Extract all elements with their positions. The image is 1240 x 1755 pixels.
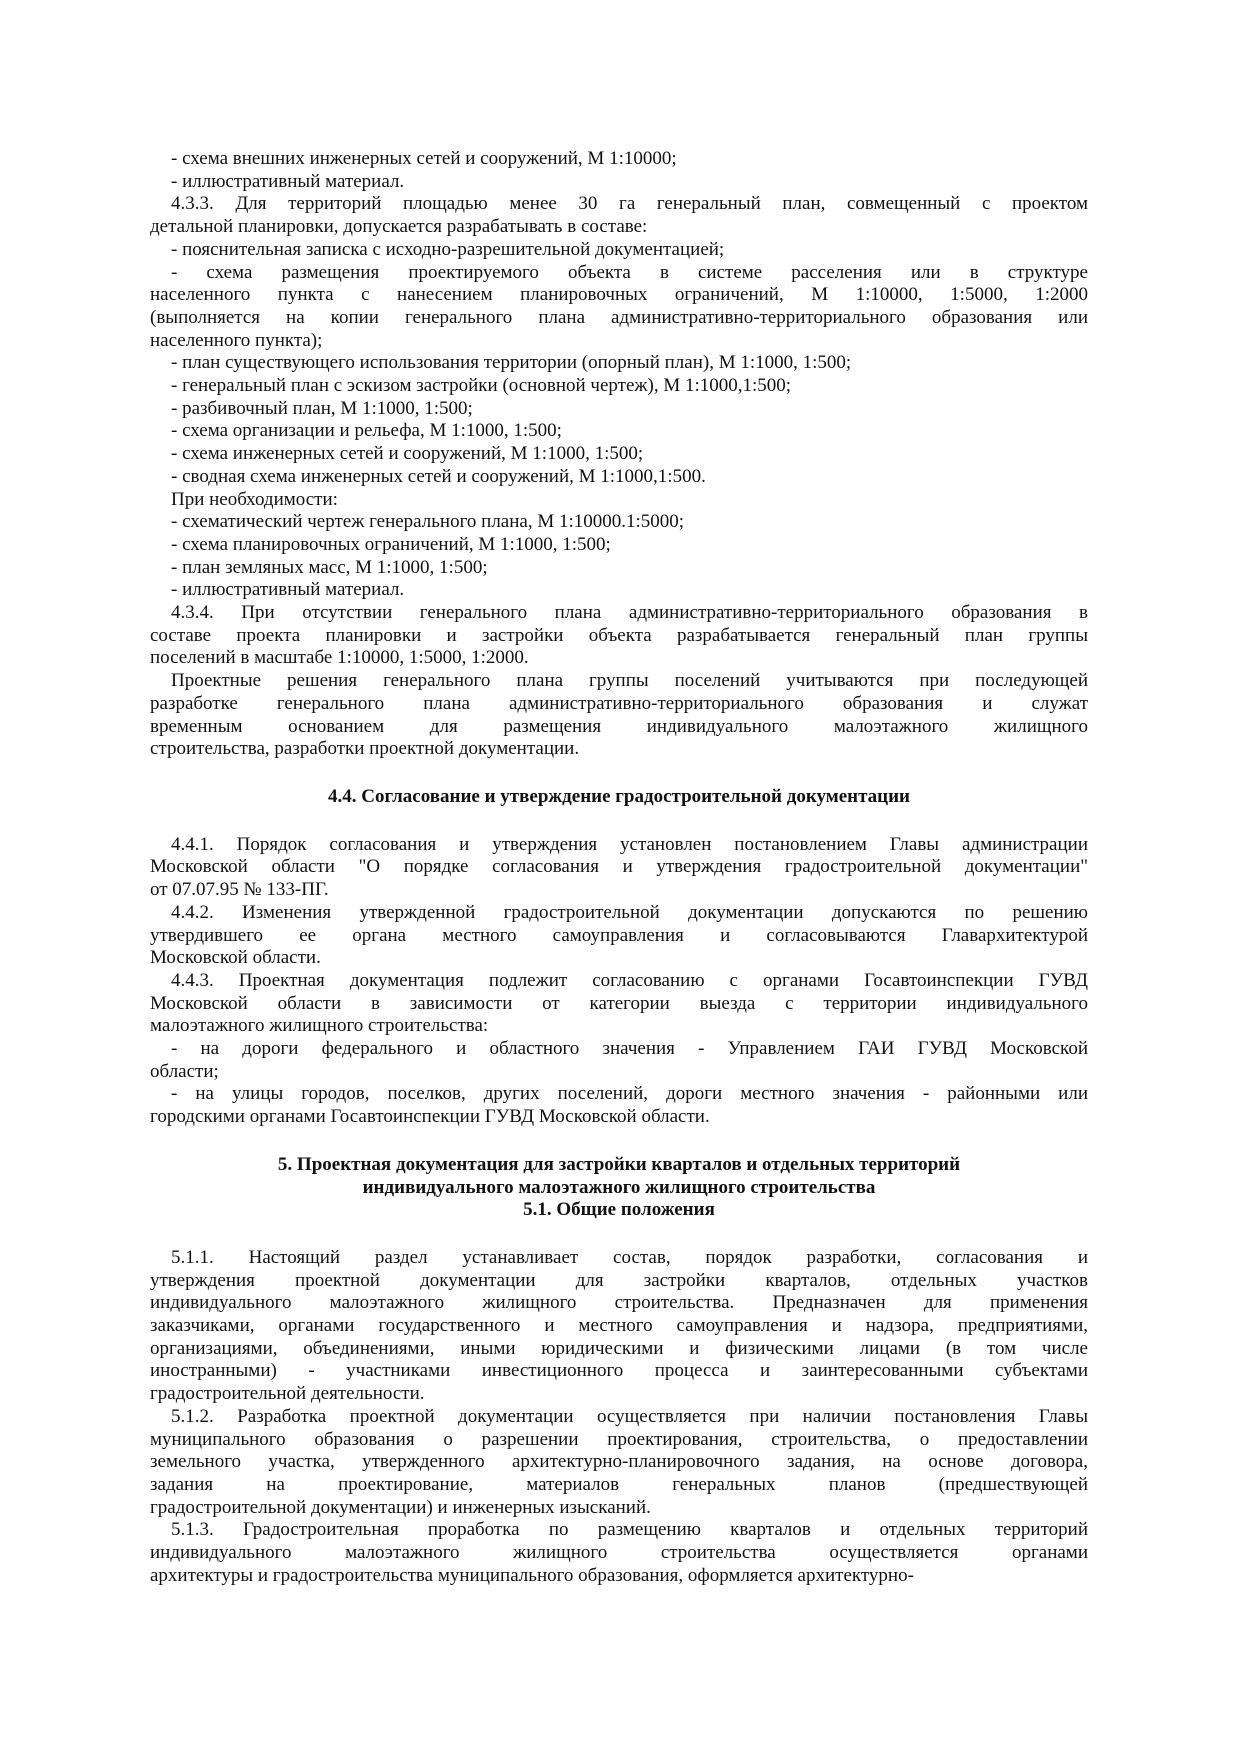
text-line: - схема организации и рельефа, М 1:1000, 1:500; xyxy=(171,420,562,442)
paragraph xyxy=(150,1519,1088,1587)
text-line: разработке генерального плана административно-территориального образования и служат xyxy=(150,692,1088,714)
paragraph xyxy=(150,670,1088,761)
text-line: городскими органами Госавтоинспекции ГУВД Московской области. xyxy=(150,1106,710,1128)
text-line: индивидуального малоэтажного жилищного строительства xyxy=(362,1176,876,1198)
paragraph xyxy=(150,193,1088,238)
text-line: 4.4.1. Порядок согласования и утверждения установлен постановлением Главы администрации xyxy=(171,833,1088,855)
text-line: области; xyxy=(150,1060,219,1082)
text-line: - разбивочный план, М 1:1000, 1:500; xyxy=(171,397,473,419)
text-line: - схема планировочных ограничений, М 1:1000, 1:500; xyxy=(171,533,611,555)
text-line: населенного пункта с нанесением планировочных ограничений, М 1:10000, 1:5000, 1:2000 xyxy=(150,284,1088,306)
text-line: составе проекта планировки и застройки объекта разрабатывается генеральный план группы xyxy=(150,624,1088,646)
text-line: 4.3.3. Для территорий площадью менее 30 га генеральный план, совмещенный с проектом xyxy=(171,193,1088,215)
text-line: - схема внешних инженерных сетей и сооружений, М 1:10000; xyxy=(171,148,677,169)
list-item xyxy=(150,262,1088,353)
list-item xyxy=(150,579,1088,602)
text-line: - схема размещения проектируемого объекта в системе расселения или в структуре xyxy=(171,261,1088,283)
paragraph xyxy=(150,902,1088,970)
text-line: временным основанием для размещения индивидуального малоэтажного жилищного xyxy=(150,715,1088,737)
text-line: 4.4. Согласование и утверждение градостроительной документации xyxy=(328,785,910,807)
paragraph xyxy=(150,602,1088,670)
text-line: Московской области "О порядке согласования и утверждения градостроительной документации" xyxy=(150,856,1088,878)
text-line: 5.1. Общие положения xyxy=(523,1199,715,1221)
text-line: 4.3.4. При отсутствии генерального плана административно-территориального образования в xyxy=(171,602,1088,624)
paragraph xyxy=(150,1247,1088,1406)
text-line: 4.4.2. Изменения утвержденной градостроительной документации допускаются по решению xyxy=(171,901,1088,923)
list-item xyxy=(150,239,1088,262)
text-line: Московской области. xyxy=(150,947,321,969)
paragraph xyxy=(150,1406,1088,1520)
text-line: иностранными) - участниками инвестиционного процесса и заинтересованными субъектами xyxy=(150,1360,1088,1382)
list-item xyxy=(150,420,1088,443)
text-line: - на улицы городов, поселков, других поселений, дороги местного значения - районными или xyxy=(171,1083,1088,1105)
text-line: индивидуального малоэтажного жилищного строительства. Предназначен для применения xyxy=(150,1292,1088,1314)
text-line: - план земляных масс, М 1:1000, 1:500; xyxy=(171,556,488,578)
text-line: детальной планировки, допускается разрабатывать в составе: xyxy=(150,216,648,238)
text-line: - иллюстративный материал. xyxy=(171,579,405,601)
list-item xyxy=(150,511,1088,534)
text-line: архитектуры и градостроительства муниципального образования, оформляется архитектурно- xyxy=(150,1564,914,1586)
list-item xyxy=(150,171,1088,194)
text-line: муниципального образования о разрешении проектирования, строительства, о предоставлении xyxy=(150,1428,1088,1450)
list-item xyxy=(150,534,1088,557)
section-heading-4-4 xyxy=(150,786,1088,809)
text-line: заказчиками, органами государственного и местного самоуправления и надзора, предприятиями, xyxy=(150,1315,1088,1337)
text-line: Проектные решения генерального плана группы поселений учитываются при последующей xyxy=(171,670,1088,692)
list-item xyxy=(150,375,1088,398)
list-item xyxy=(150,148,1088,171)
text-line: утвердившего ее органа местного самоуправления и согласовываются Главархитектурой xyxy=(150,924,1088,946)
paragraph xyxy=(150,834,1088,902)
list-item xyxy=(150,557,1088,580)
text-line: - генеральный план с эскизом застройки (основной чертеж), М 1:1000,1:500; xyxy=(171,375,792,397)
text-line: 5. Проектная документация для застройки кварталов и отдельных территорий xyxy=(277,1153,961,1175)
text-line: 4.4.3. Проектная документация подлежит согласованию с органами Госавтоинспекции ГУВД xyxy=(171,969,1088,991)
paragraph xyxy=(150,970,1088,1038)
text-line: - схема инженерных сетей и сооружений, М 1:1000, 1:500; xyxy=(171,443,644,465)
list-item xyxy=(150,466,1088,489)
list-item xyxy=(150,1083,1088,1128)
text-line: градостроительной документации) и инженерных изысканий. xyxy=(150,1496,651,1518)
text-line: поселений в масштабе 1:10000, 1:5000, 1:2000. xyxy=(150,647,529,669)
text-line: индивидуального малоэтажного жилищного строительства осуществляется органами xyxy=(150,1542,1088,1564)
text-line: - сводная схема инженерных сетей и сооружений, М 1:1000,1:500. xyxy=(171,465,706,487)
text-line: градостроительной деятельности. xyxy=(150,1383,425,1405)
text-line: от 07.07.95 № 133-ПГ. xyxy=(150,879,329,901)
text-line: Московской области в зависимости от категории выезда с территории индивидуального xyxy=(150,992,1088,1014)
text-line: строительства, разработки проектной документации. xyxy=(150,738,580,760)
text-line: 5.1.1. Настоящий раздел устанавливает состав, порядок разработки, согласования и xyxy=(171,1246,1088,1268)
list-item xyxy=(150,398,1088,421)
text-line: 5.1.2. Разработка проектной документации осуществляется при наличии постановления Главы xyxy=(171,1405,1088,1427)
text-line: (выполняется на копии генерального плана административно-территориального образования или xyxy=(150,306,1088,328)
text-line: - на дороги федерального и областного значения - Управлением ГАИ ГУВД Московской xyxy=(171,1038,1088,1060)
text-line: задания на проектирование, материалов генеральных планов (предшествующей xyxy=(150,1473,1088,1495)
text-line: утверждения проектной документации для застройки кварталов, отдельных участков xyxy=(150,1269,1088,1291)
text-line: земельного участка, утвержденного архитектурно-планировочного задания, на основе договора, xyxy=(150,1451,1088,1473)
text-line: организациями, объединениями, иными юридическими и физическими лицами (в том числе xyxy=(150,1337,1088,1359)
text-line: - план существующего использования территории (опорный план), М 1:1000, 1:500; xyxy=(171,352,852,374)
text-line: малоэтажного жилищного строительства: xyxy=(150,1015,489,1037)
text-line: 5.1.3. Градостроительная проработка по размещению кварталов и отдельных территорий xyxy=(171,1519,1088,1541)
list-item xyxy=(150,443,1088,466)
paragraph xyxy=(150,489,1088,512)
text-line: населенного пункта); xyxy=(150,329,323,351)
list-item xyxy=(150,352,1088,375)
text-line: При необходимости: xyxy=(171,488,338,510)
text-line: - пояснительная записка с исходно-разрешительной документацией; xyxy=(171,238,725,260)
section-heading-5 xyxy=(150,1154,1088,1222)
text-line: - иллюстративный материал. xyxy=(171,170,405,192)
text-line: - схематический чертеж генерального плана, М 1:10000.1:5000; xyxy=(171,511,685,533)
list-item xyxy=(150,1038,1088,1083)
